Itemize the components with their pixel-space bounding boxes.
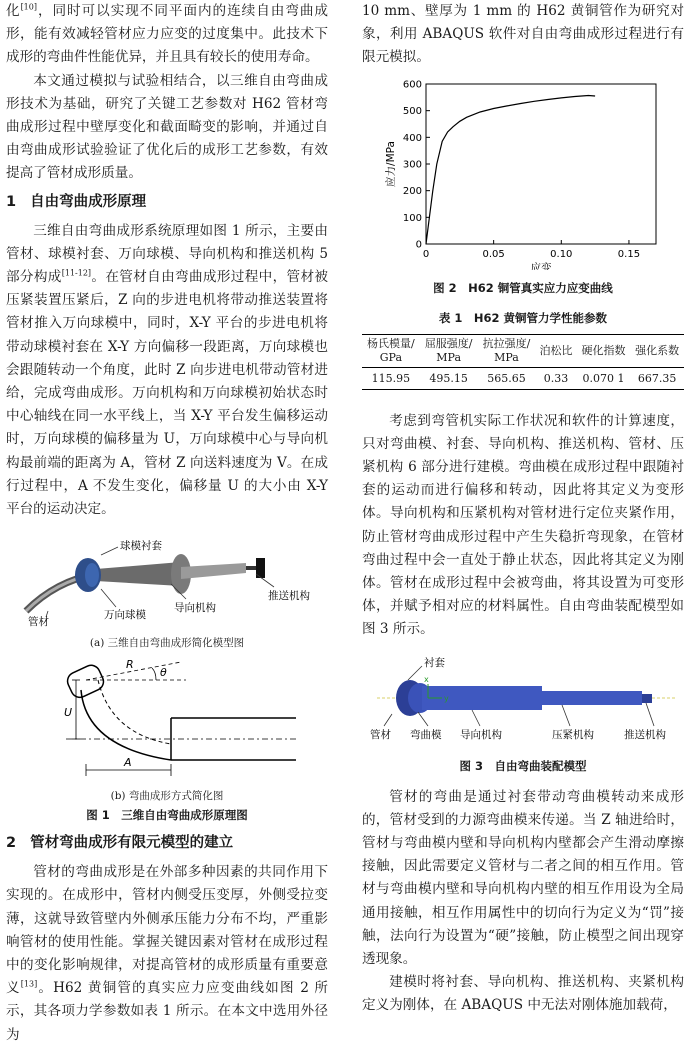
section-2-heading: 2 管材弯曲成形有限元模型的建立 xyxy=(6,835,234,852)
table-1-caption: 表 1 H62 黄铜管力学性能参数 xyxy=(438,310,608,325)
x-tick-label: 0 xyxy=(422,248,430,260)
figure-2 xyxy=(362,78,684,274)
table-row xyxy=(362,367,684,389)
y-tick-label: 600 xyxy=(402,79,422,91)
principle-paragraph: 三维自由弯曲成形系统原理如图 1 所示，主要由管材、球模衬套、万向球模、导向机构和推送机构 5 部分构成[11-12]。在管材自由弯曲成形过程中，管材被压紧装置压紧后，Z 向的步进电机将带动推送装置将管材推入万向球模中，同时，X-Y 平台的步进电机将带动球模衬套在 X-Y 方向偏移一段距离，万向球模也会跟随转动一个角度，此时 Z 向步进电机带动管材进给，完成弯曲成形。万向机构和万向球模初始状态时中心轴线在同一水平线上，当 X-Y 平台发生偏移运动时，万向球模的偏移量为 U，万向球模中心与导向机构最前端的距离为 A，管材 Z 向送料速度为 V。在成行过程中，A 不发生变化，偏移量 U 的大小由 X-Y 平台的运动决定。 xyxy=(6,222,328,518)
figure-3-caption: 图 3 自由弯曲装配模型 xyxy=(459,758,587,773)
label-push-mechanism: 推送机构 xyxy=(268,590,310,603)
label-clamp-mechanism: 压紧机构 xyxy=(552,728,594,741)
label-push-mechanism: 推送机构 xyxy=(624,728,666,741)
label-tube: 管材 xyxy=(28,616,49,629)
free-bending-model-diagram xyxy=(6,529,328,629)
assembly-model-diagram xyxy=(362,646,684,754)
header-hardening-index: 硬化指数 xyxy=(577,334,631,367)
figure-3 xyxy=(362,646,684,758)
y-tick-label: 300 xyxy=(402,159,422,171)
cell-yield-strength: 495.15 xyxy=(420,367,478,389)
label-A: A xyxy=(124,756,132,770)
bending-method-diagram xyxy=(6,652,328,782)
stress-strain-chart xyxy=(362,78,684,270)
study-paragraph: 本文通过模拟与试验相结合，以三维自由弯曲成形技术为基础，研究了关键工艺参数对 H62 管材弯曲成形过程中壁厚变化和截面畸变的影响，并通过自由弯曲成形试验验证了优化后的成形工艺参数，有效提高了管材成形质量。 xyxy=(6,72,328,182)
figure-1-caption: 图 1 三维自由弯曲成形原理图 xyxy=(86,808,248,823)
x-axis-label: 应变 xyxy=(530,261,552,270)
y-tick-label: 400 xyxy=(402,132,422,144)
rigid-paragraph: 建模时将衬套、导向机构、推送机构、夹紧机构定义为刚体，在 ABAQUS 中无法对刚体施加载荷， xyxy=(362,974,684,1014)
x-tick-label: 0.05 xyxy=(482,248,505,260)
stress-strain-curve xyxy=(426,95,595,244)
cell-strengthening-coefficient: 667.35 xyxy=(630,367,684,389)
header-poisson-ratio: 泊松比 xyxy=(535,334,576,367)
label-ball-liner: 球模衬套 xyxy=(120,540,162,553)
label-liner: 衬套 xyxy=(424,656,445,669)
y-tick-label: 500 xyxy=(402,105,422,117)
label-tube: 管材 xyxy=(370,728,391,741)
header-youngs-modulus: 杨氏模量/ GPa xyxy=(362,334,420,367)
label-universal-ball-die: 万向球模 xyxy=(104,609,146,622)
cell-hardening-index: 0.070 1 xyxy=(577,367,631,389)
label-theta: θ xyxy=(160,666,167,680)
y-axis-label: 应力/MPa xyxy=(385,140,397,187)
mechanical-properties-table xyxy=(362,334,684,390)
figure-1a xyxy=(6,529,328,650)
model-paragraph: 考虑到弯管机实际工作状况和软件的计算速度，只对弯曲模、衬套、导向机构、推送机构、管材、压紧机构 6 部分进行建模。弯曲模在成形过程中跟随衬套的运动而进行偏移和转动，因此将其定义为变形体。导向机构和压紧机构对管材进行定位夹紧作用，防止管材弯曲成形过程中产生失稳折弯现象，在管材弯曲过程中会一直处于静止状态，因此将其定义为刚体。管材在成形过程中会被弯曲，将其设置为可变形体，并赋予相对应的材料属性。自由弯曲装配模型如图 3 所示。 xyxy=(362,412,684,638)
figure-2-caption: 图 2 H62 铜管真实应力应变曲线 xyxy=(433,280,613,295)
cell-youngs-modulus: 115.95 xyxy=(362,367,420,389)
header-yield-strength: 屈服强度/ MPa xyxy=(420,334,478,367)
header-strengthening-coefficient: 强化系数 xyxy=(630,334,684,367)
label-guide-mechanism: 导向机构 xyxy=(460,728,502,741)
x-tick-label: 0.15 xyxy=(617,248,641,260)
contact-paragraph: 管材的弯曲是通过衬套带动弯曲模转动来成形的，管材受到的力源弯曲模来传递。当 Z 轴进给时，管材与弯曲模内壁和导向机构内壁都会产生滑动摩擦接触，因此需要定义管材与二者之间的相互作用。管材与弯曲模内壁和导向机构内壁的相互作用设为全局通用接触，相互作用属性中的切向行为定义为“罚”接触，法向行为设置为“硬”接触，防止模型之间出现穿透现象。 xyxy=(362,788,684,968)
y-tick-label: 0 xyxy=(415,239,422,251)
table-header-row xyxy=(362,334,684,367)
x-tick-label: 0.10 xyxy=(550,248,573,260)
y-tick-label: 200 xyxy=(402,185,422,197)
fem-continuation: 10 mm、壁厚为 1 mm 的 H62 黄铜管作为研究对象，利用 ABAQUS 软件对自由弯曲成形过程进行有限元模拟。 xyxy=(362,3,684,66)
axis-x-label: x xyxy=(424,674,429,684)
label-guide-mechanism: 导向机构 xyxy=(174,602,216,615)
figure-1b xyxy=(6,652,328,803)
figure-1b-caption: (b) 弯曲成形方式简化图 xyxy=(110,790,224,803)
label-U: U xyxy=(64,706,73,720)
fem-paragraph: 管材的弯曲成形是在外部多种因素的共同作用下实现的。在成形中，管材内侧受压变厚，外侧受拉变薄，这就导致管壁内外侧承压能力分布不均，严重影响管材的使用性能。掌握关键因素对管材在成形过程中的变化影响规律，对提高管材的成形质量有重要意义[13]。H62 黄铜管的真实应力应变曲线如图 2 所示，其各项力学参数如表 1 所示。在本文中选用外径为 xyxy=(6,864,328,1043)
cell-tensile-strength: 565.65 xyxy=(478,367,536,389)
header-tensile-strength: 抗拉强度/ MPa xyxy=(478,334,536,367)
plot-frame xyxy=(426,84,656,244)
cell-poisson-ratio: 0.33 xyxy=(535,367,576,389)
left-column xyxy=(6,0,328,1047)
axis-y-label: y xyxy=(444,693,449,703)
section-1-heading: 1 自由弯曲成形原理 xyxy=(6,193,147,210)
label-R: R xyxy=(126,658,134,672)
figure-1a-caption: (a) 三维自由弯曲成形简化模型图 xyxy=(89,637,245,650)
right-column xyxy=(362,0,684,1018)
label-bending-die: 弯曲模 xyxy=(410,728,442,741)
intro-continuation: 化[10]，同时可以实现不同平面内的连续自由弯曲成形，能有效减轻管材应力应变的过度集中。此技术下成形的弯曲件性能优异，并且具有较长的使用寿命。 xyxy=(6,2,329,66)
y-tick-label: 100 xyxy=(402,212,422,224)
